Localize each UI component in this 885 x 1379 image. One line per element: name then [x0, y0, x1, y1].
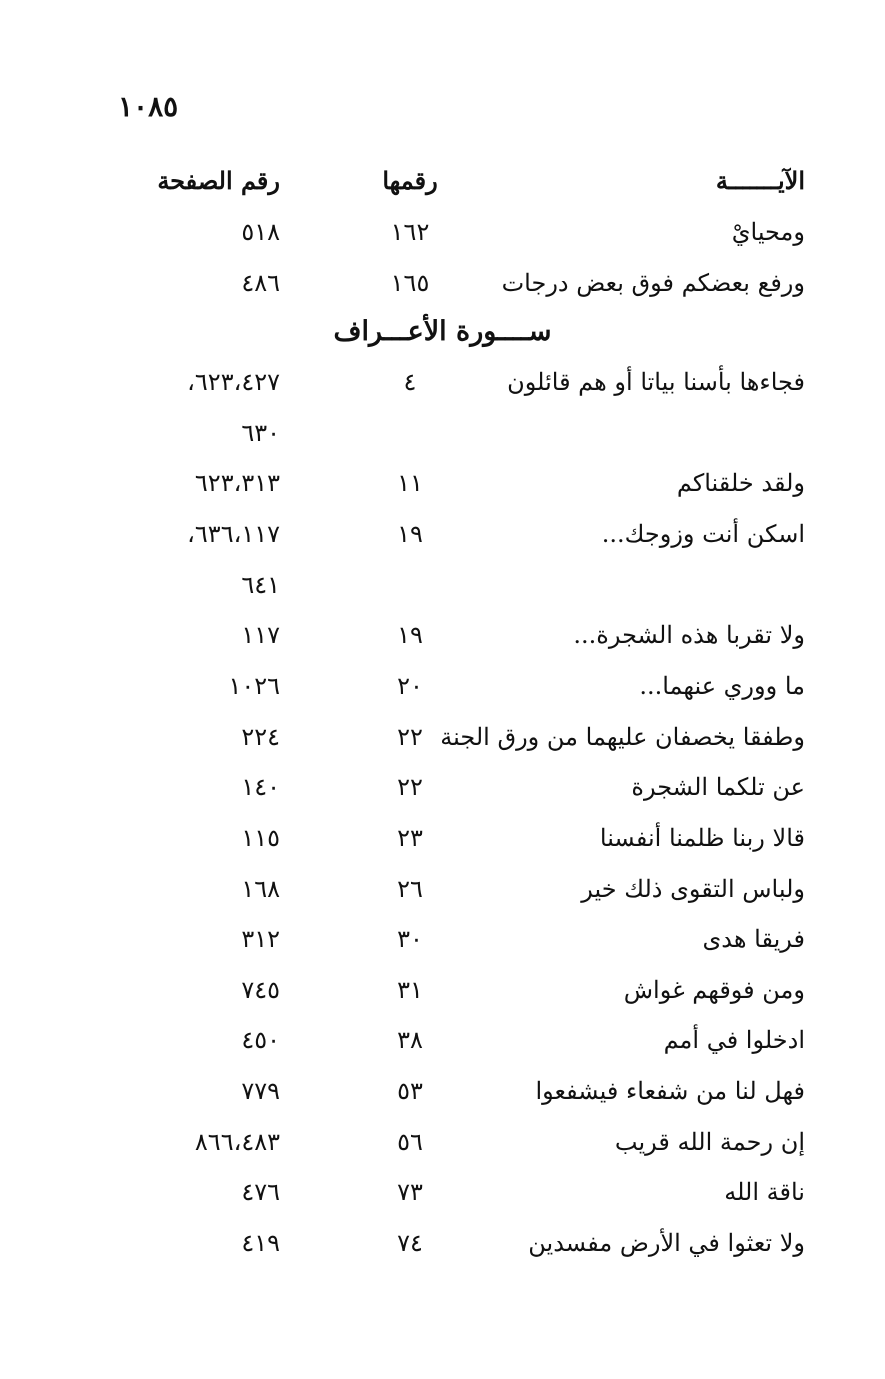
table-row — [0, 824, 885, 874]
page-numbers: ١٠٢٦ — [228, 671, 280, 700]
table-row — [0, 571, 885, 621]
page-numbers: ٨٦٦،٤٨٣ — [194, 1127, 280, 1156]
table-row — [0, 1128, 885, 1178]
page-numbers: ٦٢٣،٣١٣ — [194, 469, 280, 498]
verse-number: ٧٤ — [397, 1229, 423, 1258]
header-verse: الآيـــــــة — [715, 166, 805, 195]
header-number: رقمها — [382, 166, 438, 195]
page-numbers: ٦٢٣،٤٢٧، — [187, 368, 280, 396]
verse-number: ١١ — [397, 469, 423, 498]
verse-number: ٢٠ — [397, 671, 423, 700]
table-row — [0, 672, 885, 722]
verse-number: ٢٣ — [397, 823, 423, 852]
table-row — [0, 269, 885, 319]
page-numbers: ١١٧ — [241, 621, 280, 650]
page-numbers: ٦٤١ — [241, 570, 280, 599]
table-row — [0, 875, 885, 925]
page-numbers: ٦٣٠ — [241, 418, 280, 447]
verse-text: ادخلوا في أمم — [663, 1026, 805, 1055]
verse-number: ٤ — [403, 368, 417, 396]
table-row — [0, 520, 885, 570]
verse-number: ٥٣ — [397, 1077, 423, 1106]
verse-text: ولقد خلقناكم — [676, 469, 805, 498]
page-numbers: ١٦٨ — [241, 874, 280, 903]
verse-number: ٥٦ — [397, 1127, 423, 1156]
table-row — [0, 1178, 885, 1228]
table-row — [0, 723, 885, 773]
verse-number: ٢٢ — [397, 722, 423, 751]
table-row — [0, 368, 885, 418]
table-row — [0, 419, 885, 469]
table-row — [0, 1026, 885, 1076]
table-row — [0, 976, 885, 1026]
table-row — [0, 925, 885, 975]
verse-text: ولا تقربا هذه الشجرة... — [573, 621, 805, 650]
page-numbers: ٧٤٥ — [241, 975, 280, 1004]
page-numbers: ١١٥ — [241, 823, 280, 852]
table-row — [0, 469, 885, 519]
verse-text: فجاءها بأسنا بياتا أو هم قائلون — [507, 368, 805, 396]
verse-text: فهل لنا من شفعاء فيشفعوا — [535, 1077, 805, 1106]
page-numbers: ٦٣٦،١١٧، — [187, 519, 280, 548]
verse-number: ٢٦ — [397, 874, 423, 903]
table-row — [0, 1077, 885, 1127]
header-pages: رقم الصفحة — [157, 166, 280, 195]
page-number: ١٠٨٥ — [118, 90, 179, 123]
page-numbers: ٤١٩ — [241, 1229, 280, 1258]
verse-text: فريقا هدى — [702, 925, 805, 954]
verse-text: إن رحمة الله قريب — [614, 1127, 805, 1156]
verse-text: ما ووري عنهما... — [639, 671, 805, 700]
verse-text: قالا ربنا ظلمنا أنفسنا — [599, 823, 805, 852]
verse-text: ومن فوقهم غواش — [623, 975, 805, 1004]
table-row — [0, 773, 885, 823]
verse-number: ٣٠ — [397, 925, 423, 954]
page-numbers: ١٤٠ — [241, 773, 280, 802]
page-numbers: ٤٧٦ — [241, 1178, 280, 1207]
verse-text: ولباس التقوى ذلك خير — [581, 874, 805, 903]
verse-text: عن تلكما الشجرة — [631, 773, 805, 802]
verse-text: وطفقا يخصفان عليهما من ورق الجنة — [440, 722, 805, 751]
verse-text: ولا تعثوا في الأرض مفسدين — [528, 1229, 805, 1258]
page-numbers: ٢٢٤ — [241, 722, 280, 751]
table-header — [0, 166, 885, 216]
page-numbers: ٣١٢ — [241, 925, 280, 954]
verse-number: ١٦٢ — [390, 218, 430, 246]
verse-text: ومحيايْ — [731, 218, 805, 246]
page-numbers: ٧٧٩ — [241, 1077, 280, 1106]
surah-title: ســــورة الأعـــراف — [333, 316, 552, 347]
page-numbers: ٤٨٦ — [241, 269, 280, 297]
page-numbers: ٥١٨ — [241, 218, 280, 246]
verse-text: اسكن أنت وزوجك... — [601, 519, 805, 548]
verse-text: ناقة الله — [724, 1178, 805, 1207]
verse-text: ورفع بعضكم فوق بعض درجات — [501, 269, 805, 297]
verse-number: ١٩ — [397, 621, 423, 650]
verse-number: ٧٣ — [397, 1178, 423, 1207]
verse-number: ٣١ — [397, 975, 423, 1004]
table-row — [0, 218, 885, 268]
table-row — [0, 621, 885, 671]
table-row — [0, 1229, 885, 1279]
verse-number: ٢٢ — [397, 773, 423, 802]
page-numbers: ٤٥٠ — [241, 1026, 280, 1055]
verse-number: ١٦٥ — [390, 269, 430, 297]
verse-number: ١٩ — [397, 519, 423, 548]
verse-number: ٣٨ — [397, 1026, 423, 1055]
